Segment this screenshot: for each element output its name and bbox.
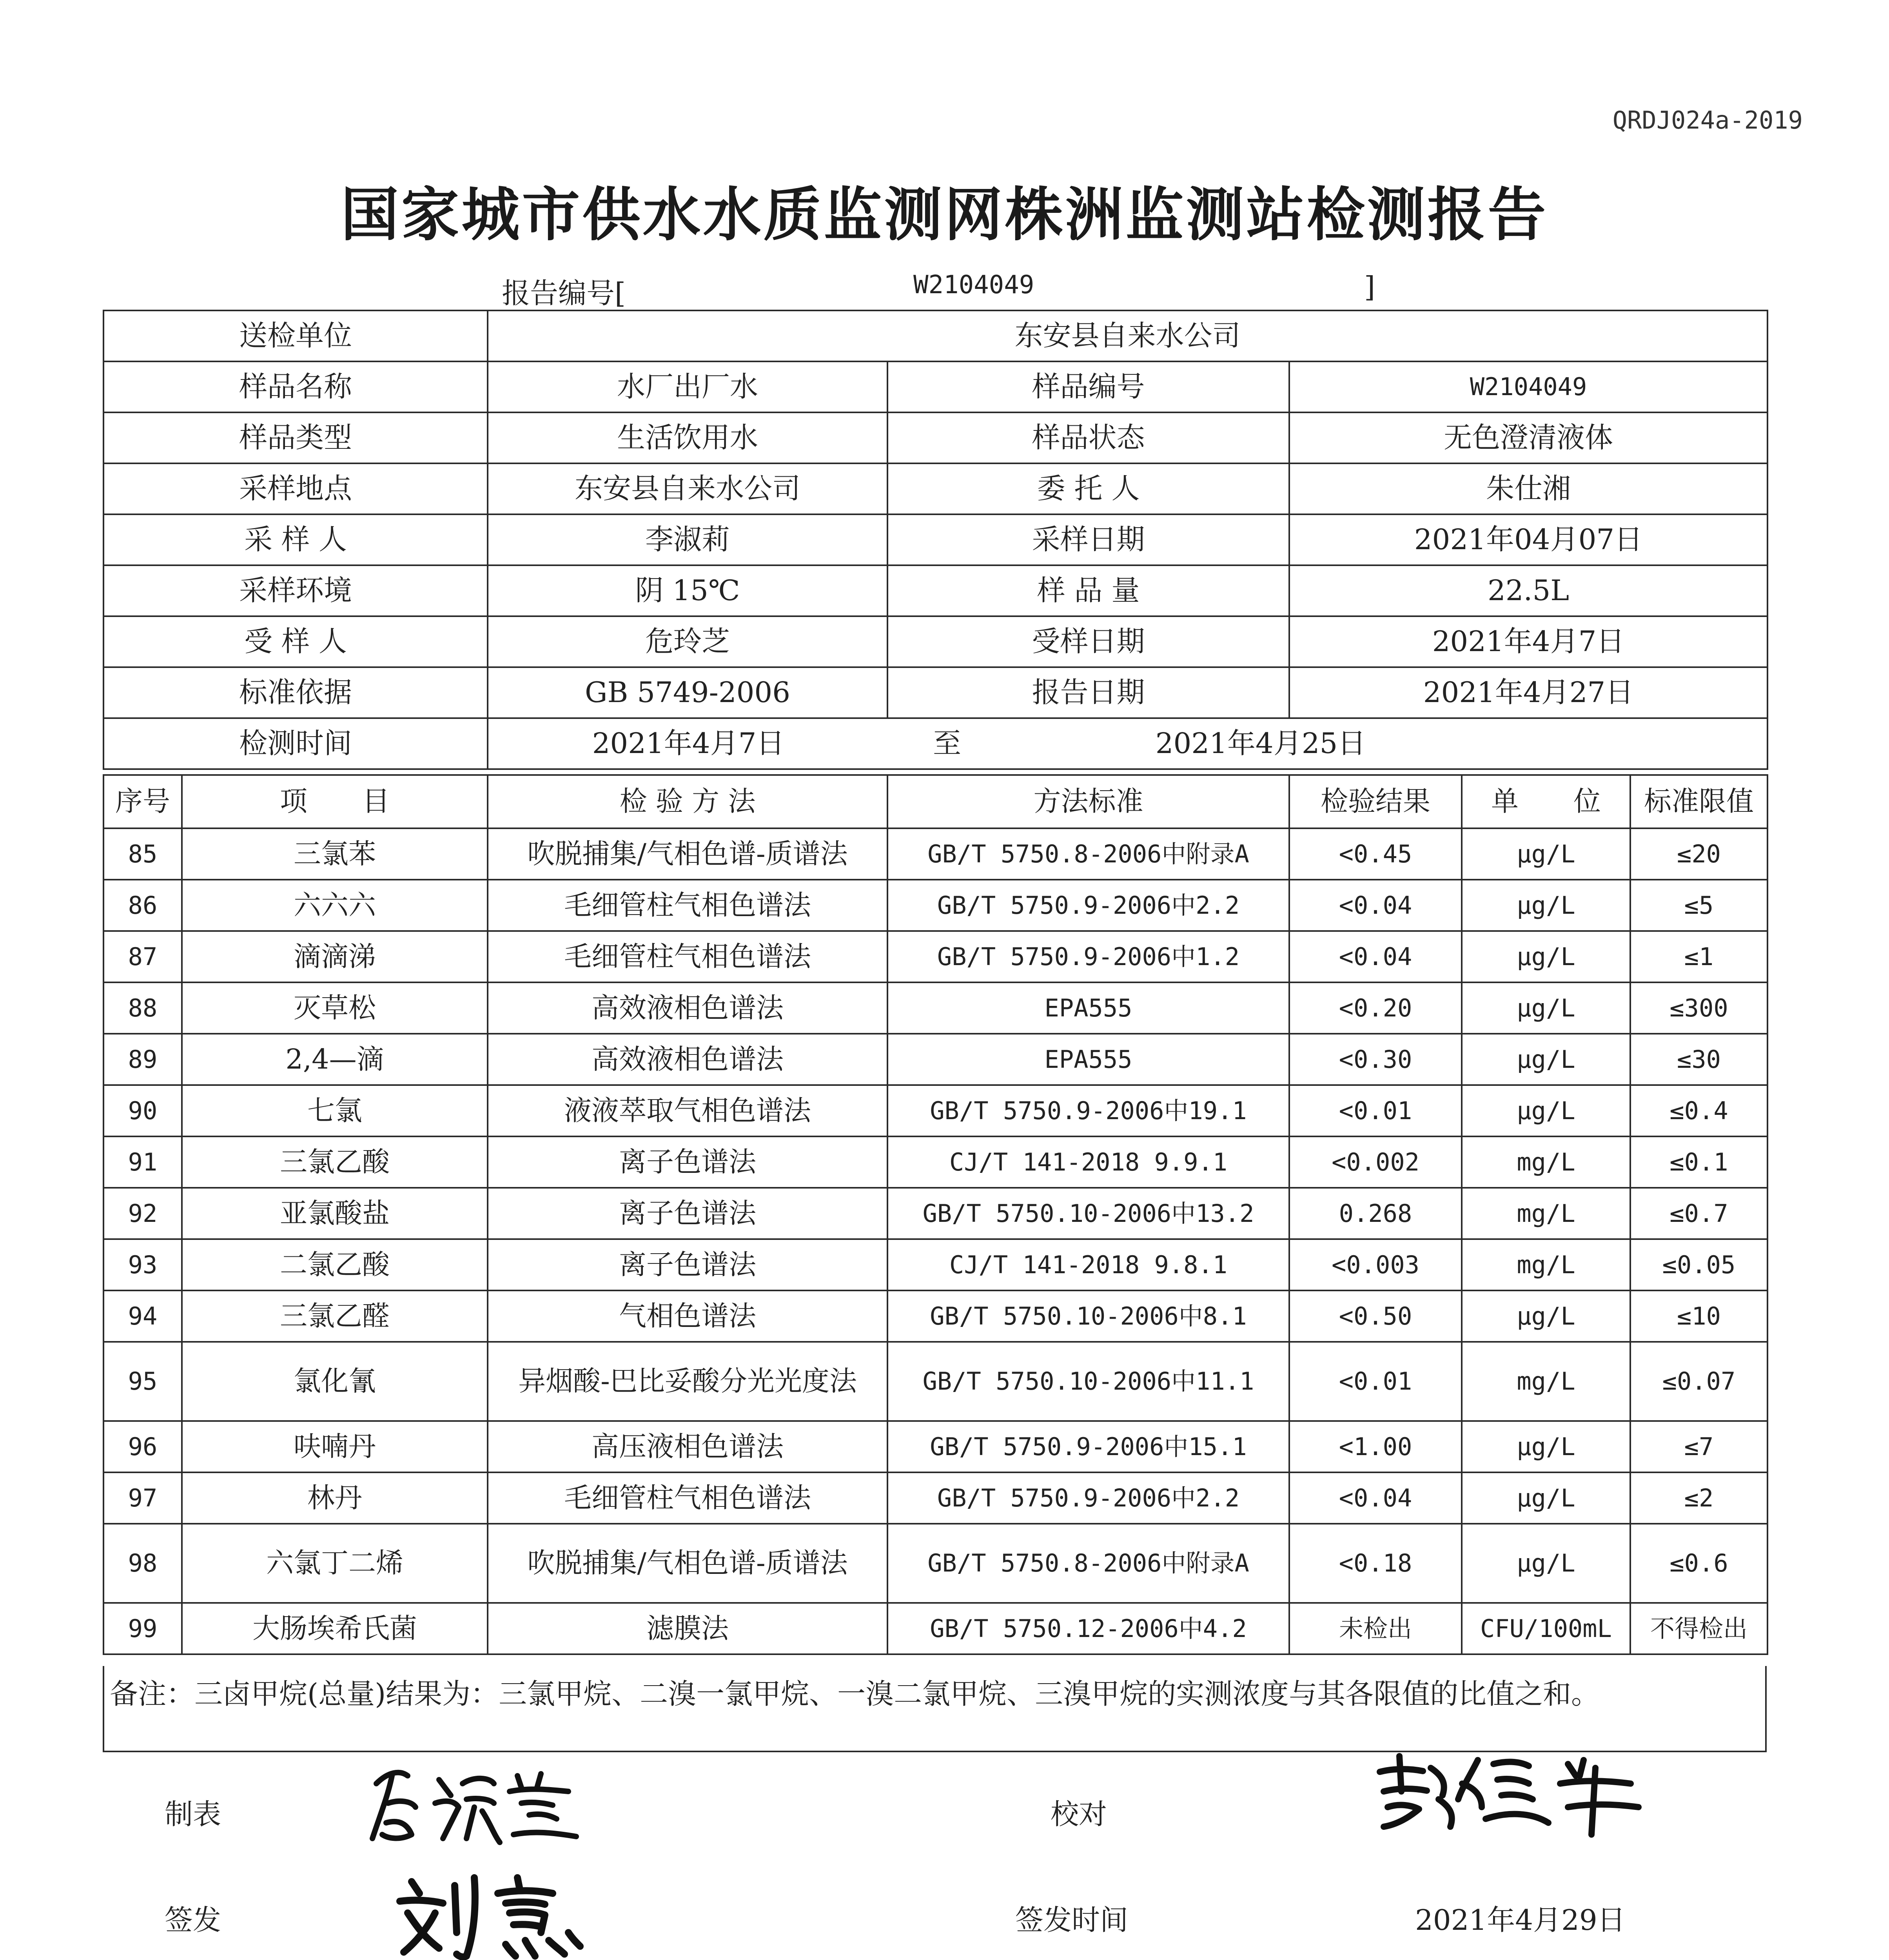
test-result: <1.00	[1289, 1421, 1462, 1472]
sample-info-table	[103, 310, 1768, 770]
test-method: 离子色谱法	[488, 1136, 887, 1188]
row-number: 91	[103, 1136, 182, 1188]
info-label: 受 样 人	[103, 616, 488, 667]
item-name: 三氯乙酸	[182, 1136, 488, 1188]
test-method: 高效液相色谱法	[488, 1034, 887, 1085]
method-standard: GB/T 5750.8-2006中附录A	[887, 1524, 1289, 1603]
column-header: 单 位	[1462, 775, 1630, 828]
test-result: <0.18	[1289, 1524, 1462, 1603]
method-standard: GB/T 5750.12-2006中4.2	[887, 1603, 1289, 1654]
info-row	[103, 361, 1767, 412]
unit: μg/L	[1462, 1290, 1630, 1342]
period-start: 2021年4月7日	[592, 727, 785, 760]
row-number: 94	[103, 1290, 182, 1342]
report-title: 国家城市供水水质监测网株洲监测站检测报告	[341, 180, 1548, 249]
table-row	[103, 1342, 1767, 1421]
method-standard: GB/T 5750.9-2006中19.1	[887, 1085, 1289, 1136]
test-result: 未检出	[1289, 1603, 1462, 1654]
test-result: <0.45	[1289, 828, 1462, 880]
method-standard: GB/T 5750.9-2006中1.2	[887, 931, 1289, 982]
item-name: 六六六	[182, 880, 488, 931]
row-number: 86	[103, 880, 182, 931]
item-name: 滴滴涕	[182, 931, 488, 982]
row-number: 87	[103, 931, 182, 982]
test-method: 异烟酸-巴比妥酸分光光度法	[488, 1342, 887, 1421]
report-number-label: 报告编号[	[502, 277, 626, 310]
test-method: 液液萃取气相色谱法	[488, 1085, 887, 1136]
standard-limit: ≤0.05	[1630, 1239, 1767, 1290]
row-number: 88	[103, 982, 182, 1034]
info-label: 委 托 人	[887, 463, 1289, 514]
standard-limit: 不得检出	[1630, 1603, 1767, 1654]
standard-limit: ≤10	[1630, 1290, 1767, 1342]
info-value: 危玲芝	[488, 616, 887, 667]
info-label: 样品状态	[887, 412, 1289, 463]
info-label: 报告日期	[887, 667, 1289, 718]
test-method: 离子色谱法	[488, 1239, 887, 1290]
info-value: 2021年4月7日	[1289, 616, 1767, 667]
info-row	[103, 718, 1767, 769]
info-row	[103, 463, 1767, 514]
table-row	[103, 931, 1767, 982]
standard-limit: ≤0.4	[1630, 1085, 1767, 1136]
test-method: 吹脱捕集/气相色谱-质谱法	[488, 1524, 887, 1603]
unit: mg/L	[1462, 1239, 1630, 1290]
row-number: 95	[103, 1342, 182, 1421]
method-standard: EPA555	[887, 1034, 1289, 1085]
method-standard: CJ/T 141-2018 9.9.1	[887, 1136, 1289, 1188]
test-method: 吹脱捕集/气相色谱-质谱法	[488, 828, 887, 880]
standard-limit: ≤0.6	[1630, 1524, 1767, 1603]
test-result: <0.01	[1289, 1342, 1462, 1421]
info-value: 水厂出厂水	[488, 361, 887, 412]
test-result: <0.04	[1289, 931, 1462, 982]
info-row	[103, 667, 1767, 718]
method-standard: GB/T 5750.9-2006中15.1	[887, 1421, 1289, 1472]
item-name: 七氯	[182, 1085, 488, 1136]
table-row	[103, 1472, 1767, 1524]
column-header: 检 验 方 法	[488, 775, 887, 828]
item-name: 三氯苯	[182, 828, 488, 880]
issued-label: 签发	[165, 1904, 221, 1936]
info-value: W2104049	[1289, 361, 1767, 412]
unit: μg/L	[1462, 982, 1630, 1034]
issue-time: 2021年4月29日	[1415, 1904, 1626, 1936]
info-label: 检测时间	[103, 718, 488, 769]
column-header: 方法标准	[887, 775, 1289, 828]
test-method: 气相色谱法	[488, 1290, 887, 1342]
period-end: 2021年4月25日	[1155, 727, 1366, 760]
standard-limit: ≤7	[1630, 1421, 1767, 1472]
item-name: 灭草松	[182, 982, 488, 1034]
column-header: 项 目	[182, 775, 488, 828]
table-row	[103, 1290, 1767, 1342]
table-row	[103, 1136, 1767, 1188]
row-number: 99	[103, 1603, 182, 1654]
checked-signature	[1364, 1744, 1670, 1846]
info-label: 样 品 量	[887, 565, 1289, 616]
table-row	[103, 880, 1767, 931]
info-label: 样品类型	[103, 412, 488, 463]
info-value: 无色澄清液体	[1289, 412, 1767, 463]
info-value: 22.5L	[1289, 565, 1767, 616]
table-row	[103, 828, 1767, 880]
info-label: 送检单位	[103, 310, 488, 361]
info-value: 东安县自来水公司	[488, 310, 1767, 361]
info-label: 受样日期	[887, 616, 1289, 667]
table-row	[103, 1524, 1767, 1603]
table-row	[103, 1603, 1767, 1654]
row-number: 96	[103, 1421, 182, 1472]
info-value: 2021年04月07日	[1289, 514, 1767, 565]
unit: μg/L	[1462, 1472, 1630, 1524]
unit: μg/L	[1462, 931, 1630, 982]
remark: 备注：三卤甲烷(总量)结果为：三氯甲烷、二溴一氯甲烷、一溴二氯甲烷、三溴甲烷的实测浓度与其各限值的比值之和。	[103, 1666, 1767, 1752]
item-name: 六氯丁二烯	[182, 1524, 488, 1603]
method-standard: GB/T 5750.10-2006中13.2	[887, 1188, 1289, 1239]
unit: CFU/100mL	[1462, 1603, 1630, 1654]
table-row	[103, 982, 1767, 1034]
test-result: <0.50	[1289, 1290, 1462, 1342]
method-standard: GB/T 5750.10-2006中8.1	[887, 1290, 1289, 1342]
row-number: 98	[103, 1524, 182, 1603]
test-period	[488, 718, 1767, 769]
standard-limit: ≤2	[1630, 1472, 1767, 1524]
info-label: 样品编号	[887, 361, 1289, 412]
standard-limit: ≤5	[1630, 880, 1767, 931]
unit: mg/L	[1462, 1188, 1630, 1239]
unit: μg/L	[1462, 1085, 1630, 1136]
unit: μg/L	[1462, 880, 1630, 931]
standard-limit: ≤30	[1630, 1034, 1767, 1085]
item-name: 氯化氰	[182, 1342, 488, 1421]
table-row	[103, 1085, 1767, 1136]
method-standard: GB/T 5750.10-2006中11.1	[887, 1342, 1289, 1421]
row-number: 89	[103, 1034, 182, 1085]
info-row	[103, 565, 1767, 616]
unit: μg/L	[1462, 1034, 1630, 1085]
row-number: 90	[103, 1085, 182, 1136]
test-result: <0.01	[1289, 1085, 1462, 1136]
standard-limit: ≤0.07	[1630, 1342, 1767, 1421]
test-result: <0.04	[1289, 1472, 1462, 1524]
prepared-label: 制表	[165, 1798, 221, 1831]
info-value: 生活饮用水	[488, 412, 887, 463]
info-value: 阴 15℃	[488, 565, 887, 616]
test-method: 高效液相色谱法	[488, 982, 887, 1034]
column-header: 标准限值	[1630, 775, 1767, 828]
info-row	[103, 514, 1767, 565]
item-name: 三氯乙醛	[182, 1290, 488, 1342]
item-name: 亚氯酸盐	[182, 1188, 488, 1239]
period-to: 至	[933, 727, 961, 760]
table-row	[103, 1239, 1767, 1290]
test-method: 高压液相色谱法	[488, 1421, 887, 1472]
info-value: 李淑莉	[488, 514, 887, 565]
issue-time-label: 签发时间	[1015, 1904, 1129, 1936]
info-label: 采 样 人	[103, 514, 488, 565]
unit: mg/L	[1462, 1136, 1630, 1188]
info-label: 采样日期	[887, 514, 1289, 565]
item-name: 2,4—滴	[182, 1034, 488, 1085]
standard-limit: ≤0.1	[1630, 1136, 1767, 1188]
results-table	[103, 774, 1768, 1655]
prepared-signature	[365, 1760, 584, 1850]
table-row	[103, 1034, 1767, 1085]
test-result: <0.30	[1289, 1034, 1462, 1085]
item-name: 林丹	[182, 1472, 488, 1524]
table-row	[103, 1421, 1767, 1472]
info-row	[103, 412, 1767, 463]
unit: μg/L	[1462, 828, 1630, 880]
method-standard: GB/T 5750.9-2006中2.2	[887, 1472, 1289, 1524]
standard-limit: ≤20	[1630, 828, 1767, 880]
test-method: 离子色谱法	[488, 1188, 887, 1239]
test-method: 滤膜法	[488, 1603, 887, 1654]
test-method: 毛细管柱气相色谱法	[488, 1472, 887, 1524]
info-label: 标准依据	[103, 667, 488, 718]
info-value: 朱仕湘	[1289, 463, 1767, 514]
method-standard: GB/T 5750.9-2006中2.2	[887, 880, 1289, 931]
test-result: 0.268	[1289, 1188, 1462, 1239]
standard-limit: ≤1	[1630, 931, 1767, 982]
column-header: 序号	[103, 775, 182, 828]
item-name: 呋喃丹	[182, 1421, 488, 1472]
row-number: 92	[103, 1188, 182, 1239]
test-result: <0.003	[1289, 1239, 1462, 1290]
row-number: 93	[103, 1239, 182, 1290]
method-standard: CJ/T 141-2018 9.8.1	[887, 1239, 1289, 1290]
info-label: 采样环境	[103, 565, 488, 616]
issued-signature	[388, 1866, 592, 1960]
item-name: 大肠埃希氏菌	[182, 1603, 488, 1654]
info-row	[103, 310, 1767, 361]
test-result: <0.002	[1289, 1136, 1462, 1188]
unit: μg/L	[1462, 1524, 1630, 1603]
checked-label: 校对	[1051, 1798, 1107, 1831]
info-label: 采样地点	[103, 463, 488, 514]
report-number-bracket: ]	[1364, 270, 1375, 303]
test-result: <0.20	[1289, 982, 1462, 1034]
results-header-row	[103, 775, 1767, 828]
test-result: <0.04	[1289, 880, 1462, 931]
row-number: 85	[103, 828, 182, 880]
report-number-value: W2104049	[913, 270, 1034, 299]
standard-limit: ≤300	[1630, 982, 1767, 1034]
row-number: 97	[103, 1472, 182, 1524]
method-standard: GB/T 5750.8-2006中附录A	[887, 828, 1289, 880]
table-row	[103, 1188, 1767, 1239]
unit: mg/L	[1462, 1342, 1630, 1421]
document-code: QRDJ024a-2019	[1612, 106, 1803, 134]
info-label: 样品名称	[103, 361, 488, 412]
info-value: GB 5749-2006	[488, 667, 887, 718]
method-standard: EPA555	[887, 982, 1289, 1034]
info-row	[103, 616, 1767, 667]
test-method: 毛细管柱气相色谱法	[488, 880, 887, 931]
item-name: 二氯乙酸	[182, 1239, 488, 1290]
info-value: 2021年4月27日	[1289, 667, 1767, 718]
test-method: 毛细管柱气相色谱法	[488, 931, 887, 982]
unit: μg/L	[1462, 1421, 1630, 1472]
standard-limit: ≤0.7	[1630, 1188, 1767, 1239]
column-header: 检验结果	[1289, 775, 1462, 828]
info-value: 东安县自来水公司	[488, 463, 887, 514]
